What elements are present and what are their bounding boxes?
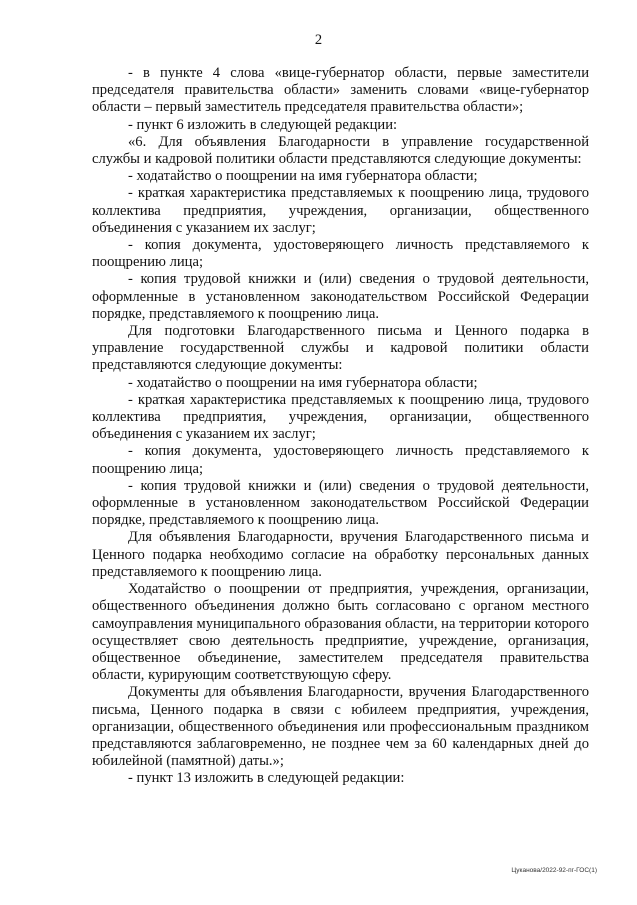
- paragraph: Для объявления Благодарности, вручения Благодарственного письма и Ценного подарка необходимо согласие на обработку персональных данных представляемого к поощрению лица.: [92, 529, 589, 580]
- paragraph: - краткая характеристика представляемых к поощрению лица, трудового коллектива предприятия, учреждения, организации, общественного объединения с указанием их заслуг;: [92, 391, 589, 443]
- paragraph: - ходатайство о поощрении на имя губернатора области;: [128, 168, 478, 185]
- paragraph: «6. Для объявления Благодарности в управление государственной службы и кадровой политики области представляются следующие документы:: [92, 133, 589, 168]
- paragraph: Документы для объявления Благодарности, вручения Благодарственного письма, Ценного подарка в связи с юбилеем предприятия, учреждения, организации, общественного объединения или профессиональным праздником представляются заблаговременно, не позднее чем за 60 календарных дней до юбилейной (памятной) даты.»;: [92, 684, 589, 770]
- paragraph: - копия трудовой книжки и (или) сведения о трудовой деятельности, оформленные в установленном законодательством Российской Федерации порядке, представляемого к поощрению лица.: [92, 477, 589, 529]
- paragraph: Для подготовки Благодарственного письма и Ценного подарка в управление государственной службы и кадровой политики области представляются следующие документы:: [92, 323, 589, 374]
- paragraph: Ходатайство о поощрении от предприятия, учреждения, организации, общественного объединения должно быть согласовано с органом местного самоуправления муниципального образования области, на территории которого осуществляет свою деятельность предприятие, учреждение, организация, общественное объединение, заместителем председателя правительства области, курирующим соответствующую сферу.: [92, 581, 589, 684]
- paragraph: - пункт 6 изложить в следующей редакции:: [128, 116, 398, 133]
- paragraph: - краткая характеристика представляемых к поощрению лица, трудового коллектива предприятия, учреждения, организации, общественного объединения с указанием их заслуг;: [92, 185, 589, 236]
- document-body: [92, 65, 589, 788]
- paragraph: - копия документа, удостоверяющего личность представляемого к поощрению лица;: [92, 443, 589, 477]
- paragraph: - копия документа, удостоверяющего личность представляемого к поощрению лица;: [92, 237, 589, 271]
- paragraph: - пункт 13 изложить в следующей редакции:: [128, 770, 405, 787]
- document-code: Цуканова/2022-92-пг-ГОС(1): [511, 867, 597, 874]
- page-number: 2: [314, 32, 323, 48]
- paragraph: - копия трудовой книжки и (или) сведения о трудовой деятельности, оформленные в установленном законодательством Российской Федерации порядке, представляемого к поощрению лица.: [92, 271, 589, 322]
- paragraph: - ходатайство о поощрении на имя губернатора области;: [128, 374, 478, 391]
- paragraph: - в пункте 4 слова «вице-губернатор области, первые заместители председателя правительства области» заменить словами «вице-губернатор области – первый заместитель председателя правительства области»;: [92, 65, 589, 116]
